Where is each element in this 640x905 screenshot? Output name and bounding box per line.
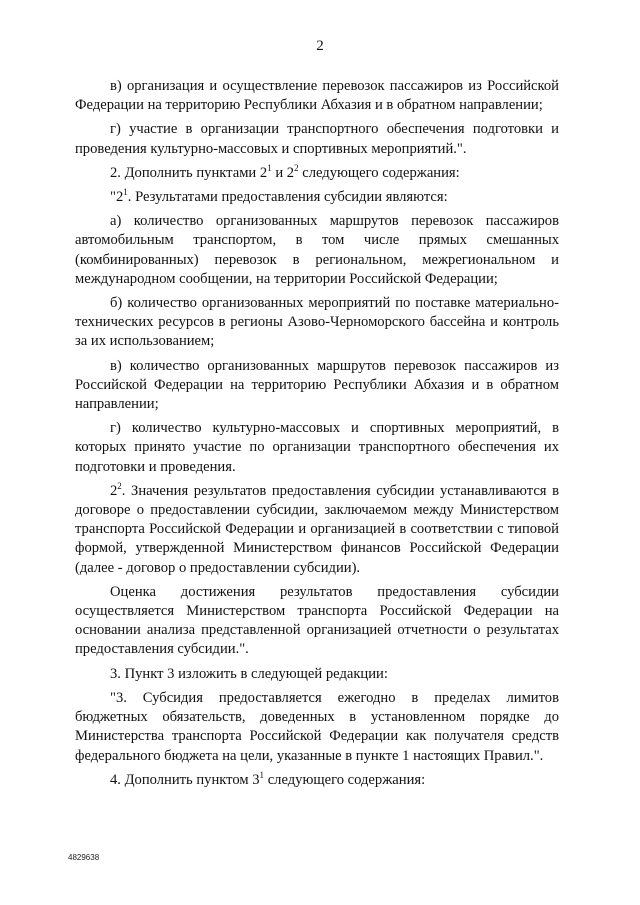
paragraph-point-3: "3. Субсидия предоставляется ежегодно в пределах лимитов бюджетных обязательств, доведенных в установленном порядке до Министерства транспорта Российской Федерации как получателя средств федерального бюджета на цели, указанные в пункте 1 настоящих Правил.". bbox=[75, 689, 559, 764]
paragraph-item-v: в) организация и осуществление перевозок пассажиров из Российской Федерации на территорию Республики Абхазия и в обратном направлении; bbox=[75, 78, 559, 114]
paragraph-amendment-2 bbox=[75, 164, 559, 183]
paragraph-result-g: г) количество культурно-массовых и спортивных мероприятий, в которых принято участие по организации транспортного обеспечения их подготовки и проведения. bbox=[75, 420, 559, 475]
document-body bbox=[75, 77, 559, 790]
text-segment: 4. Дополнить пунктом 3 bbox=[110, 771, 260, 788]
paragraph-result-a: а) количество организованных маршрутов перевозок пассажиров автомобильным транспортом, в том числе прямых смешанных (комбинированных) перевозок в региональном, межрегиональном и международном сообщении, на территории Российской Федерации; bbox=[75, 213, 559, 287]
paragraph-result-v: в) количество организованных маршрутов перевозок пассажиров из Российской Федерации на территорию Республики Абхазия и в обратном направлении; bbox=[75, 357, 559, 413]
paragraph-point-2-1 bbox=[75, 188, 559, 207]
text-segment: следующего содержания: bbox=[298, 164, 460, 181]
superscript: 1 bbox=[267, 162, 272, 173]
superscript: 1 bbox=[259, 769, 265, 780]
superscript: 2 bbox=[294, 162, 299, 173]
document-code: 4829638 bbox=[68, 853, 100, 862]
text-segment: 2 bbox=[110, 482, 118, 499]
paragraph-amendment-3: 3. Пункт 3 изложить в следующей редакции: bbox=[110, 665, 388, 682]
paragraph-item-g: г) участие в организации транспортного обеспечения подготовки и проведения культурно-массовых и спортивных мероприятий.". bbox=[75, 121, 559, 157]
paragraph-evaluation: Оценка достижения результатов предоставления субсидии осуществляется Министерством транспорта Российской Федерации на основании анализа представленной организацией отчетности о результатах предоставления субсидии.". bbox=[75, 583, 559, 658]
superscript: 2 bbox=[117, 481, 122, 491]
text-segment: "2 bbox=[110, 189, 124, 206]
text-segment: . Результатами предоставления субсидии являются: bbox=[127, 189, 448, 206]
text-segment: следующего содержания: bbox=[264, 771, 426, 788]
paragraph-point-2-2 bbox=[75, 482, 559, 578]
paragraph-result-b: б) количество организованных мероприятий по поставке материально-технических ресурсов в регионы Азово-Черноморского бассейна и контроль за их использованием; bbox=[75, 295, 559, 350]
paragraph-amendment-4 bbox=[75, 771, 559, 790]
text-segment: 2. Дополнить пунктами 2 bbox=[110, 164, 268, 181]
superscript: 1 bbox=[123, 187, 128, 198]
text-segment: и 2 bbox=[271, 164, 295, 181]
page-number: 2 bbox=[316, 38, 324, 54]
text-segment: . Значения результатов предоставления субсидии устанавливаются в договоре о предоставлении субсидии, заключаемом между Министерством транспорта Российской Федерации и организацией в соответствии с типовой формой, утвержденной Министерством финансов Российской Федерации (далее - договор о предоставлении субсидии). bbox=[75, 482, 559, 576]
